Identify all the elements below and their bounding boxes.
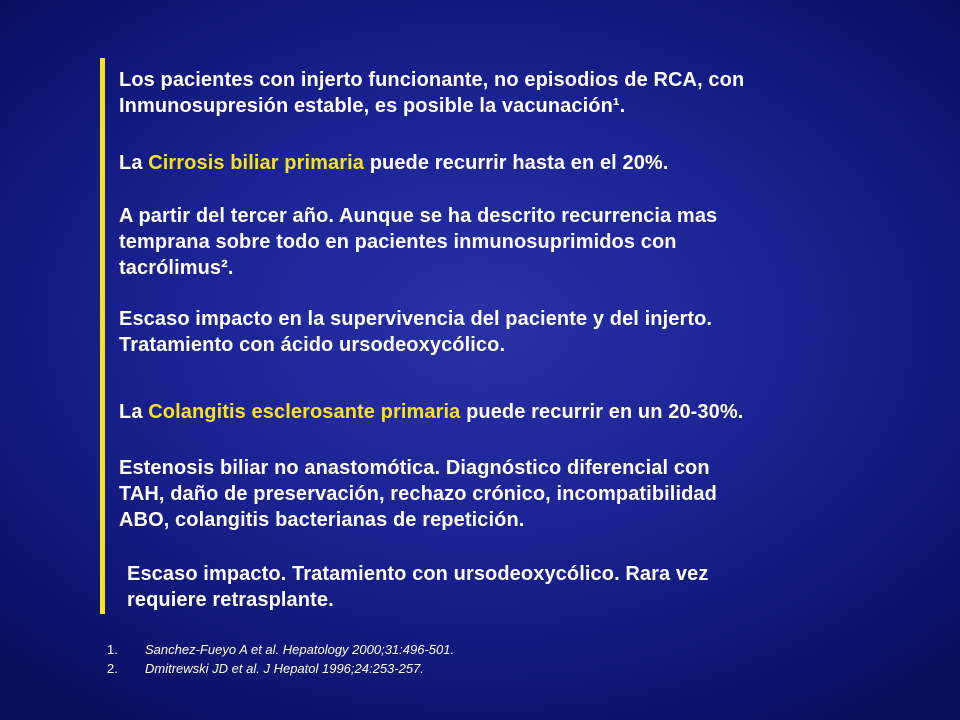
reference-number: 2. bbox=[107, 661, 118, 676]
paragraph-cbp-impact bbox=[119, 306, 712, 358]
text-suffix: puede recurrir hasta en el 20%. bbox=[364, 152, 669, 174]
paragraph-line: ABO, colangitis bacterianas de repetición. bbox=[119, 509, 525, 531]
paragraph-line: requiere retrasplante. bbox=[127, 589, 334, 611]
paragraph-line: temprana sobre todo en pacientes inmunosuprimidos con bbox=[119, 231, 677, 253]
paragraph-line: A partir del tercer año. Aunque se ha descrito recurrencia mas bbox=[119, 205, 718, 227]
paragraph-line: TAH, daño de preservación, rechazo crónico, incompatibilidad bbox=[119, 483, 717, 505]
paragraph-cep-recurrence bbox=[119, 399, 743, 425]
reference-item bbox=[107, 659, 454, 678]
paragraph-cbp-recurrence bbox=[119, 150, 668, 176]
text-prefix: La bbox=[119, 401, 149, 423]
reference-text: Sanchez-Fueyo A et al. Hepatology 2000;31:496-501. bbox=[145, 642, 455, 657]
paragraph-line: Escaso impacto en la supervivencia del paciente y del injerto. bbox=[119, 308, 713, 330]
paragraph-line: Tratamiento con ácido ursodeoxycólico. bbox=[119, 334, 506, 356]
paragraph-line: Los pacientes con injerto funcionante, no episodios de RCA, con bbox=[119, 69, 745, 91]
references-list bbox=[107, 640, 454, 678]
paragraph-vaccination bbox=[119, 67, 744, 119]
text-suffix: puede recurrir en un 20-30%. bbox=[460, 401, 744, 423]
paragraph-line: Estenosis biliar no anastomótica. Diagnóstico diferencial con bbox=[119, 457, 710, 479]
reference-item bbox=[107, 640, 454, 659]
highlight-colangitis-esclerosante: Colangitis esclerosante primaria bbox=[148, 401, 461, 423]
paragraph-third-year bbox=[119, 203, 717, 281]
reference-text: Dmitrewski JD et al. J Hepatol 1996;24:253-257. bbox=[145, 661, 424, 676]
highlight-cirrosis-biliar: Cirrosis biliar primaria bbox=[148, 152, 365, 174]
text-prefix: La bbox=[119, 152, 149, 174]
accent-bar bbox=[100, 58, 105, 614]
reference-number: 1. bbox=[107, 642, 118, 657]
paragraph-stenosis bbox=[119, 455, 717, 533]
paragraph-line: tacrólimus². bbox=[119, 257, 234, 279]
paragraph-line: Escaso impacto. Tratamiento con ursodeoxycólico. Rara vez bbox=[127, 563, 709, 585]
paragraph-cep-impact bbox=[127, 561, 708, 613]
paragraph-line: Inmunosupresión estable, es posible la vacunación¹. bbox=[119, 95, 626, 117]
